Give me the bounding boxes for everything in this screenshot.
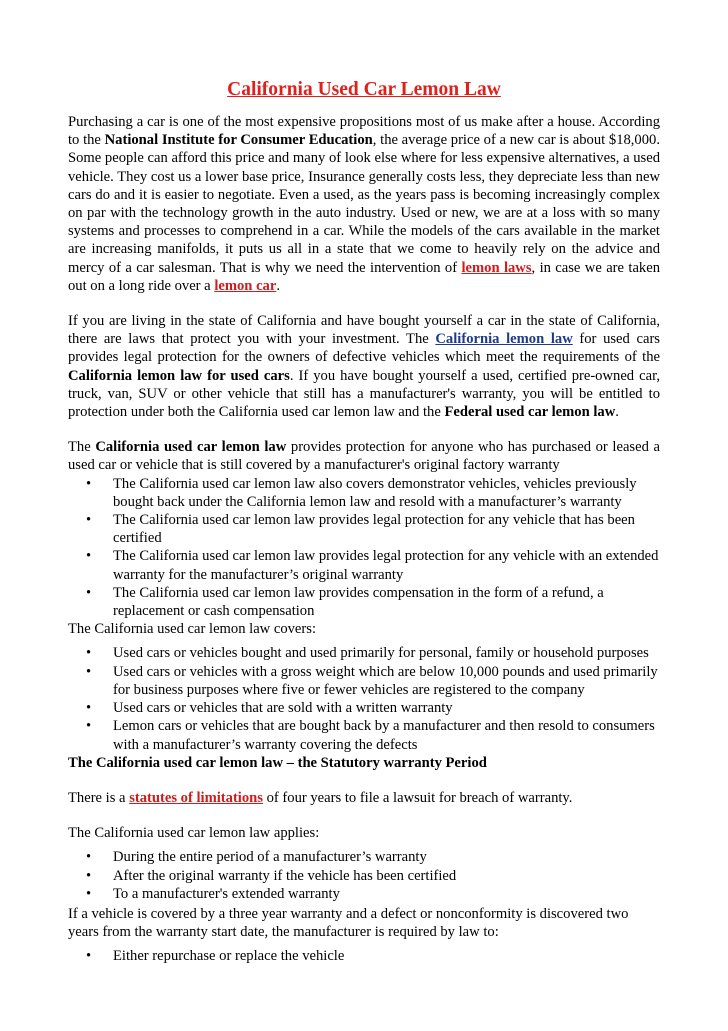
california-text-1: If you are living in the state of California and have bought yourself a car in the state of California, there are laws that protect you with your investment. The xyxy=(68,313,660,348)
applies-intro: The California used car lemon law applies: xyxy=(68,825,320,842)
list-item-text: Used cars or vehicles that are sold with a written warranty xyxy=(113,700,453,717)
list-item xyxy=(86,947,660,965)
list-item xyxy=(86,547,660,583)
california-text-4: . xyxy=(615,404,619,421)
list-item xyxy=(86,848,660,866)
statutes-of-limitations-link[interactable]: statutes of limitations xyxy=(129,789,263,806)
list-item-text: Used cars or vehicles with a gross weight which are below 10,000 pounds and used primarily for business purposes where five or fewer vehicles are registered to the company xyxy=(113,663,658,698)
intro-text-2: , the average price of a new car is about $18,000. Some people can afford this price and many of look else where for less expensive alternatives, a used vehicle. They cost us a lower base price, Insurance generally costs less, they depreciate less than new cars do and it is easier to negotiate. Even a used, as the years pass is becoming increasingly complex on par with the technology growth in the auto industry. Used or new, we are at a loss with so many systems and processes to comprehend in a car. While the models of the cars available in the market are increasing manifolds, it puts us all in a state that we come to heavily rely on the advice and mercy of a car salesman. That is why we need the intervention of xyxy=(68,132,660,276)
bullet-icon: • xyxy=(86,885,92,902)
list-item-text: To a manufacturer's extended warranty xyxy=(113,885,340,902)
limitations-text-2: of four years to file a lawsuit for breach of warranty. xyxy=(262,789,573,806)
list-item xyxy=(86,885,660,903)
bullet-icon: • xyxy=(86,548,92,565)
bullet-icon: • xyxy=(86,849,92,866)
list-item-text: Used cars or vehicles bought and used primarily for personal, family or household purposes xyxy=(113,645,649,662)
bullet-icon: • xyxy=(86,700,92,717)
intro-text-3: , in case we are taken out on a long ride over a xyxy=(68,259,660,294)
bullet-icon: • xyxy=(86,948,92,965)
applies-list xyxy=(68,848,660,903)
bullet-icon: • xyxy=(86,867,92,884)
protection-text-2: provides protection for anyone who has purchased or leased a used car or vehicle that is still covered by a manufacturer's original factory warranty xyxy=(68,439,660,474)
list-item xyxy=(86,699,660,717)
bullet-icon: • xyxy=(86,512,92,529)
protection-paragraph xyxy=(68,438,660,474)
intro-paragraph xyxy=(68,113,660,295)
statutory-heading: The California used car lemon law – the Statutory warranty Period xyxy=(68,754,487,771)
limitations-paragraph xyxy=(68,789,660,807)
intro-text-4: . xyxy=(276,277,280,294)
california-bold-2: Federal used car lemon law xyxy=(444,404,616,421)
protection-text-1: The xyxy=(68,439,96,456)
list-item xyxy=(86,511,660,547)
list-item-text: Either repurchase or replace the vehicle xyxy=(113,948,345,965)
list-item-text: The California used car lemon law provides compensation in the form of a refund, a replacement or cash compensation xyxy=(113,584,604,620)
page-title: California Used Car Lemon Law xyxy=(227,79,501,100)
warranty-paragraph: If a vehicle is covered by a three year warranty and a defect or nonconformity is discovered two years from the warranty start date, the manufacturer is required by law to: xyxy=(68,905,629,941)
list-item xyxy=(86,644,660,662)
covers-intro: The California used car lemon law covers: xyxy=(68,621,317,638)
list-item xyxy=(86,717,660,753)
nice-reference: National Institute for Consumer Education xyxy=(104,132,373,149)
list-item-text: After the original warranty if the vehicle has been certified xyxy=(113,867,457,884)
list-item-text: During the entire period of a manufacturer’s warranty xyxy=(113,849,427,866)
list-item-text: The California used car lemon law provides legal protection for any vehicle with an extended warranty for the manufacturer’s original warranty xyxy=(113,548,659,583)
bullet-icon: • xyxy=(86,475,92,492)
list-item xyxy=(86,475,660,511)
bullet-icon: • xyxy=(86,663,92,680)
california-text-3: . If you have bought yourself a used, certified pre-owned car, truck, van, SUV or other vehicle that still has a manufacturer's warranty, you will be entitled to protection under both the California used car lemon law and the xyxy=(68,367,660,421)
protection-bold: California used car lemon law xyxy=(95,439,287,456)
bullet-icon: • xyxy=(86,645,92,662)
california-paragraph xyxy=(68,312,660,421)
list-item-text: The California used car lemon law also covers demonstrator vehicles, vehicles previously bought back under the California lemon law and resold with a manufacturer’s warranty xyxy=(113,475,637,510)
lemon-laws-link[interactable]: lemon laws xyxy=(461,259,532,276)
california-text-2: for used cars provides legal protection for the owners of defective vehicles which meet the requirements of the xyxy=(68,331,660,366)
covers-list xyxy=(68,644,660,753)
bullet-icon: • xyxy=(86,584,92,601)
limitations-text-1: There is a xyxy=(68,789,130,806)
california-lemon-law-link[interactable]: California lemon law xyxy=(435,331,573,348)
list-item xyxy=(86,584,660,620)
bullet-icon: • xyxy=(86,718,92,735)
lemon-car-link[interactable]: lemon car xyxy=(214,277,277,294)
california-bold-1: California lemon law for used cars xyxy=(68,367,290,384)
intro-text-1: Purchasing a car is one of the most expensive propositions most of us make after a house. According to the xyxy=(68,114,660,149)
list-item-text: Lemon cars or vehicles that are bought back by a manufacturer and then resold to consumers with a manufacturer’s warranty covering the defects xyxy=(113,718,655,753)
list-item xyxy=(86,663,660,699)
protection-list xyxy=(68,475,660,621)
list-item xyxy=(86,867,660,885)
manufacturer-list xyxy=(68,947,660,965)
list-item-text: The California used car lemon law provides legal protection for any vehicle that has been certified xyxy=(113,512,635,547)
